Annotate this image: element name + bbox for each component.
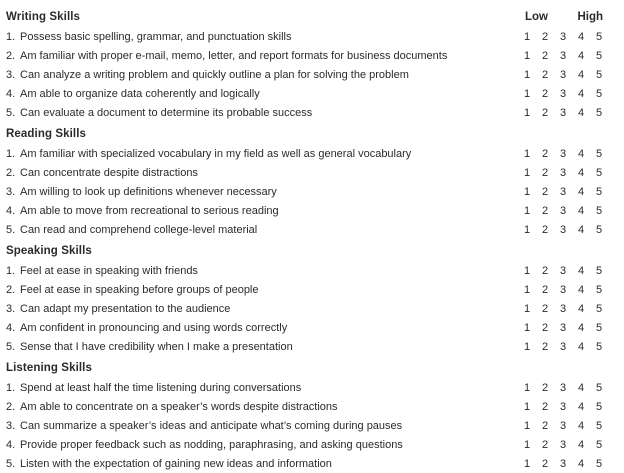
rating-scale xyxy=(518,88,608,100)
item-number: 1. xyxy=(6,147,16,160)
item-label: Am confident in pronouncing and using words correctly xyxy=(20,321,288,334)
item-number: 3. xyxy=(6,302,16,315)
rating-option[interactable]: 3 xyxy=(559,223,567,236)
rating-scale xyxy=(518,265,608,277)
rating-option[interactable]: 4 xyxy=(577,381,585,394)
item-text xyxy=(6,439,518,451)
item-number: 2. xyxy=(6,400,16,413)
rating-option[interactable]: 5 xyxy=(595,166,603,179)
item-text xyxy=(6,186,518,198)
scale-low-label: Low xyxy=(525,11,548,23)
rating-option[interactable]: 2 xyxy=(541,30,549,43)
section-title: Reading Skills xyxy=(6,128,87,140)
item-number: 1. xyxy=(6,264,16,277)
rating-option[interactable]: 2 xyxy=(541,321,549,334)
rating-option[interactable]: 3 xyxy=(559,457,567,470)
item-label: Can analyze a writing problem and quickly outline a plan for solving the problem xyxy=(20,68,409,81)
item-label: Can evaluate a document to determine its probable success xyxy=(20,106,313,119)
rating-option[interactable]: 1 xyxy=(523,30,531,43)
item-text xyxy=(6,284,518,296)
item-label: Am able to move from recreational to serious reading xyxy=(20,204,279,217)
rating-option[interactable]: 4 xyxy=(577,400,585,413)
item-text xyxy=(6,88,518,100)
rating-option[interactable]: 2 xyxy=(541,400,549,413)
rating-option[interactable]: 4 xyxy=(577,321,585,334)
assessment-item-row xyxy=(6,201,608,220)
assessment-item-row xyxy=(6,163,608,182)
rating-scale xyxy=(518,401,608,413)
scale-high-label: High xyxy=(577,11,603,23)
item-label: Am familiar with proper e-mail, memo, letter, and report formats for business documents xyxy=(20,49,448,62)
rating-option[interactable]: 5 xyxy=(595,340,603,353)
assessment-item-row xyxy=(6,220,608,239)
rating-option[interactable]: 3 xyxy=(559,87,567,100)
item-number: 3. xyxy=(6,185,16,198)
assessment-item-row xyxy=(6,84,608,103)
rating-option[interactable]: 1 xyxy=(523,223,531,236)
item-text xyxy=(6,31,518,43)
rating-option[interactable]: 4 xyxy=(577,438,585,451)
rating-option[interactable]: 1 xyxy=(523,419,531,432)
item-text xyxy=(6,420,518,432)
section-header-row xyxy=(6,7,608,27)
item-number: 5. xyxy=(6,106,16,119)
rating-option[interactable]: 5 xyxy=(595,381,603,394)
rating-option[interactable]: 1 xyxy=(523,381,531,394)
item-text xyxy=(6,458,518,470)
rating-scale xyxy=(518,31,608,43)
rating-option[interactable]: 3 xyxy=(559,106,567,119)
rating-option[interactable]: 5 xyxy=(595,264,603,277)
rating-option[interactable]: 1 xyxy=(523,204,531,217)
rating-scale xyxy=(518,186,608,198)
assessment-item-row xyxy=(6,144,608,163)
item-text xyxy=(6,50,518,62)
rating-option[interactable]: 1 xyxy=(523,340,531,353)
item-label: Feel at ease in speaking before groups of people xyxy=(20,283,259,296)
assessment-item-row xyxy=(6,261,608,280)
rating-option[interactable]: 5 xyxy=(595,204,603,217)
rating-option[interactable]: 4 xyxy=(577,87,585,100)
item-label: Can adapt my presentation to the audience xyxy=(20,302,231,315)
item-text xyxy=(6,322,518,334)
rating-option[interactable]: 2 xyxy=(541,204,549,217)
rating-option[interactable]: 5 xyxy=(595,30,603,43)
item-number: 1. xyxy=(6,30,16,43)
rating-option[interactable]: 4 xyxy=(577,106,585,119)
rating-option[interactable]: 4 xyxy=(577,264,585,277)
rating-scale xyxy=(518,167,608,179)
rating-scale xyxy=(518,439,608,451)
rating-option[interactable]: 1 xyxy=(523,68,531,81)
scale-header xyxy=(518,11,608,23)
rating-scale xyxy=(518,107,608,119)
rating-option[interactable]: 5 xyxy=(595,400,603,413)
assessment-item-row xyxy=(6,182,608,201)
rating-option[interactable]: 2 xyxy=(541,147,549,160)
assessment-item-row xyxy=(6,454,608,473)
rating-option[interactable]: 4 xyxy=(577,302,585,315)
rating-option[interactable]: 3 xyxy=(559,147,567,160)
rating-option[interactable]: 3 xyxy=(559,166,567,179)
rating-option[interactable]: 2 xyxy=(541,419,549,432)
rating-option[interactable]: 4 xyxy=(577,340,585,353)
rating-option[interactable]: 1 xyxy=(523,438,531,451)
rating-scale xyxy=(518,205,608,217)
rating-option[interactable]: 3 xyxy=(559,419,567,432)
item-number: 3. xyxy=(6,419,16,432)
item-text xyxy=(6,224,518,236)
rating-option[interactable]: 2 xyxy=(541,185,549,198)
rating-scale xyxy=(518,224,608,236)
rating-scale xyxy=(518,382,608,394)
rating-option[interactable]: 1 xyxy=(523,457,531,470)
item-number: 1. xyxy=(6,381,16,394)
item-label: Can summarize a speaker’s ideas and anticipate what’s coming during pauses xyxy=(20,419,403,432)
rating-option[interactable]: 5 xyxy=(595,457,603,470)
item-number: 2. xyxy=(6,166,16,179)
rating-option[interactable]: 5 xyxy=(595,302,603,315)
rating-option[interactable]: 4 xyxy=(577,457,585,470)
rating-scale xyxy=(518,322,608,334)
rating-option[interactable]: 3 xyxy=(559,302,567,315)
rating-option[interactable]: 4 xyxy=(577,223,585,236)
section-title: Writing Skills xyxy=(6,11,81,23)
rating-scale xyxy=(518,341,608,353)
assessment-item-row xyxy=(6,27,608,46)
assessment-item-row xyxy=(6,435,608,454)
rating-option[interactable]: 2 xyxy=(541,106,549,119)
rating-option[interactable]: 5 xyxy=(595,106,603,119)
assessment-item-row xyxy=(6,416,608,435)
item-text xyxy=(6,401,518,413)
rating-option[interactable]: 1 xyxy=(523,283,531,296)
assessment-item-row xyxy=(6,337,608,356)
rating-option[interactable]: 2 xyxy=(541,166,549,179)
rating-option[interactable]: 5 xyxy=(595,283,603,296)
item-text xyxy=(6,382,518,394)
item-number: 5. xyxy=(6,340,16,353)
item-number: 5. xyxy=(6,223,16,236)
item-number: 3. xyxy=(6,68,16,81)
rating-scale xyxy=(518,148,608,160)
rating-option[interactable]: 5 xyxy=(595,321,603,334)
rating-scale xyxy=(518,420,608,432)
rating-option[interactable]: 5 xyxy=(595,68,603,81)
rating-scale xyxy=(518,458,608,470)
rating-option[interactable]: 5 xyxy=(595,419,603,432)
assessment-item-row xyxy=(6,318,608,337)
item-text xyxy=(6,265,518,277)
rating-option[interactable]: 1 xyxy=(523,87,531,100)
rating-option[interactable]: 5 xyxy=(595,49,603,62)
item-label: Am able to organize data coherently and logically xyxy=(20,87,260,100)
item-number: 4. xyxy=(6,204,16,217)
item-number: 4. xyxy=(6,438,16,451)
rating-option[interactable]: 2 xyxy=(541,381,549,394)
rating-scale xyxy=(518,303,608,315)
rating-option[interactable]: 1 xyxy=(523,400,531,413)
item-number: 4. xyxy=(6,87,16,100)
rating-scale xyxy=(518,69,608,81)
rating-option[interactable]: 2 xyxy=(541,49,549,62)
item-label: Spend at least half the time listening during conversations xyxy=(20,381,302,394)
rating-option[interactable]: 5 xyxy=(595,185,603,198)
rating-option[interactable]: 1 xyxy=(523,321,531,334)
rating-option[interactable]: 4 xyxy=(577,68,585,81)
rating-scale xyxy=(518,284,608,296)
rating-option[interactable]: 3 xyxy=(559,283,567,296)
rating-option[interactable]: 5 xyxy=(595,87,603,100)
rating-option[interactable]: 2 xyxy=(541,283,549,296)
assessment-item-row xyxy=(6,299,608,318)
item-label: Listen with the expectation of gaining new ideas and information xyxy=(20,457,332,470)
assessment-item-row xyxy=(6,397,608,416)
rating-option[interactable]: 3 xyxy=(559,381,567,394)
item-label: Can read and comprehend college-level material xyxy=(20,223,258,236)
rating-option[interactable]: 1 xyxy=(523,147,531,160)
rating-option[interactable]: 2 xyxy=(541,223,549,236)
item-text xyxy=(6,341,518,353)
rating-option[interactable]: 1 xyxy=(523,49,531,62)
rating-option[interactable]: 3 xyxy=(559,340,567,353)
assessment-item-row xyxy=(6,280,608,299)
rating-option[interactable]: 1 xyxy=(523,166,531,179)
item-text xyxy=(6,167,518,179)
rating-option[interactable]: 2 xyxy=(541,264,549,277)
rating-option[interactable]: 4 xyxy=(577,147,585,160)
rating-option[interactable]: 1 xyxy=(523,302,531,315)
rating-option[interactable]: 2 xyxy=(541,340,549,353)
item-label: Possess basic spelling, grammar, and punctuation skills xyxy=(20,30,292,43)
rating-option[interactable]: 2 xyxy=(541,87,549,100)
item-number: 4. xyxy=(6,321,16,334)
rating-option[interactable]: 3 xyxy=(559,30,567,43)
assessment-item-row xyxy=(6,46,608,65)
section-header-row xyxy=(6,358,608,378)
section-header-row xyxy=(6,124,608,144)
rating-option[interactable]: 4 xyxy=(577,419,585,432)
section-title: Speaking Skills xyxy=(6,245,92,257)
item-label: Am willing to look up definitions whenever necessary xyxy=(20,185,277,198)
rating-option[interactable]: 3 xyxy=(559,204,567,217)
rating-option[interactable]: 4 xyxy=(577,49,585,62)
item-text xyxy=(6,205,518,217)
rating-option[interactable]: 4 xyxy=(577,204,585,217)
rating-option[interactable]: 1 xyxy=(523,264,531,277)
rating-option[interactable]: 4 xyxy=(577,166,585,179)
assessment-item-row xyxy=(6,65,608,84)
section-header-row xyxy=(6,241,608,261)
rating-option[interactable]: 2 xyxy=(541,302,549,315)
rating-option[interactable]: 1 xyxy=(523,185,531,198)
section-title: Listening Skills xyxy=(6,362,92,374)
rating-option[interactable]: 2 xyxy=(541,68,549,81)
item-label: Provide proper feedback such as nodding, paraphrasing, and asking questions xyxy=(20,438,403,451)
assessment-item-row xyxy=(6,378,608,397)
item-number: 2. xyxy=(6,49,16,62)
item-label: Feel at ease in speaking with friends xyxy=(20,264,198,277)
item-label: Am familiar with specialized vocabulary in my field as well as general vocabulary xyxy=(20,147,412,160)
rating-scale xyxy=(518,50,608,62)
item-text xyxy=(6,69,518,81)
rating-option[interactable]: 5 xyxy=(595,438,603,451)
rating-option[interactable]: 3 xyxy=(559,321,567,334)
rating-option[interactable]: 4 xyxy=(577,283,585,296)
rating-option[interactable]: 2 xyxy=(541,438,549,451)
rating-option[interactable]: 1 xyxy=(523,106,531,119)
assessment-item-row xyxy=(6,103,608,122)
item-text xyxy=(6,148,518,160)
rating-option[interactable]: 3 xyxy=(559,68,567,81)
item-label: Am able to concentrate on a speaker’s words despite distractions xyxy=(20,400,338,413)
rating-option[interactable]: 5 xyxy=(595,147,603,160)
item-label: Sense that I have credibility when I make a presentation xyxy=(20,340,293,353)
rating-option[interactable]: 5 xyxy=(595,223,603,236)
rating-option[interactable]: 4 xyxy=(577,185,585,198)
rating-option[interactable]: 4 xyxy=(577,30,585,43)
rating-option[interactable]: 3 xyxy=(559,185,567,198)
rating-option[interactable]: 2 xyxy=(541,457,549,470)
item-number: 5. xyxy=(6,457,16,470)
rating-option[interactable]: 3 xyxy=(559,264,567,277)
item-label: Can concentrate despite distractions xyxy=(20,166,198,179)
rating-option[interactable]: 3 xyxy=(559,49,567,62)
item-number: 2. xyxy=(6,283,16,296)
item-text xyxy=(6,107,518,119)
rating-option[interactable]: 3 xyxy=(559,400,567,413)
rating-option[interactable]: 3 xyxy=(559,438,567,451)
item-text xyxy=(6,303,518,315)
